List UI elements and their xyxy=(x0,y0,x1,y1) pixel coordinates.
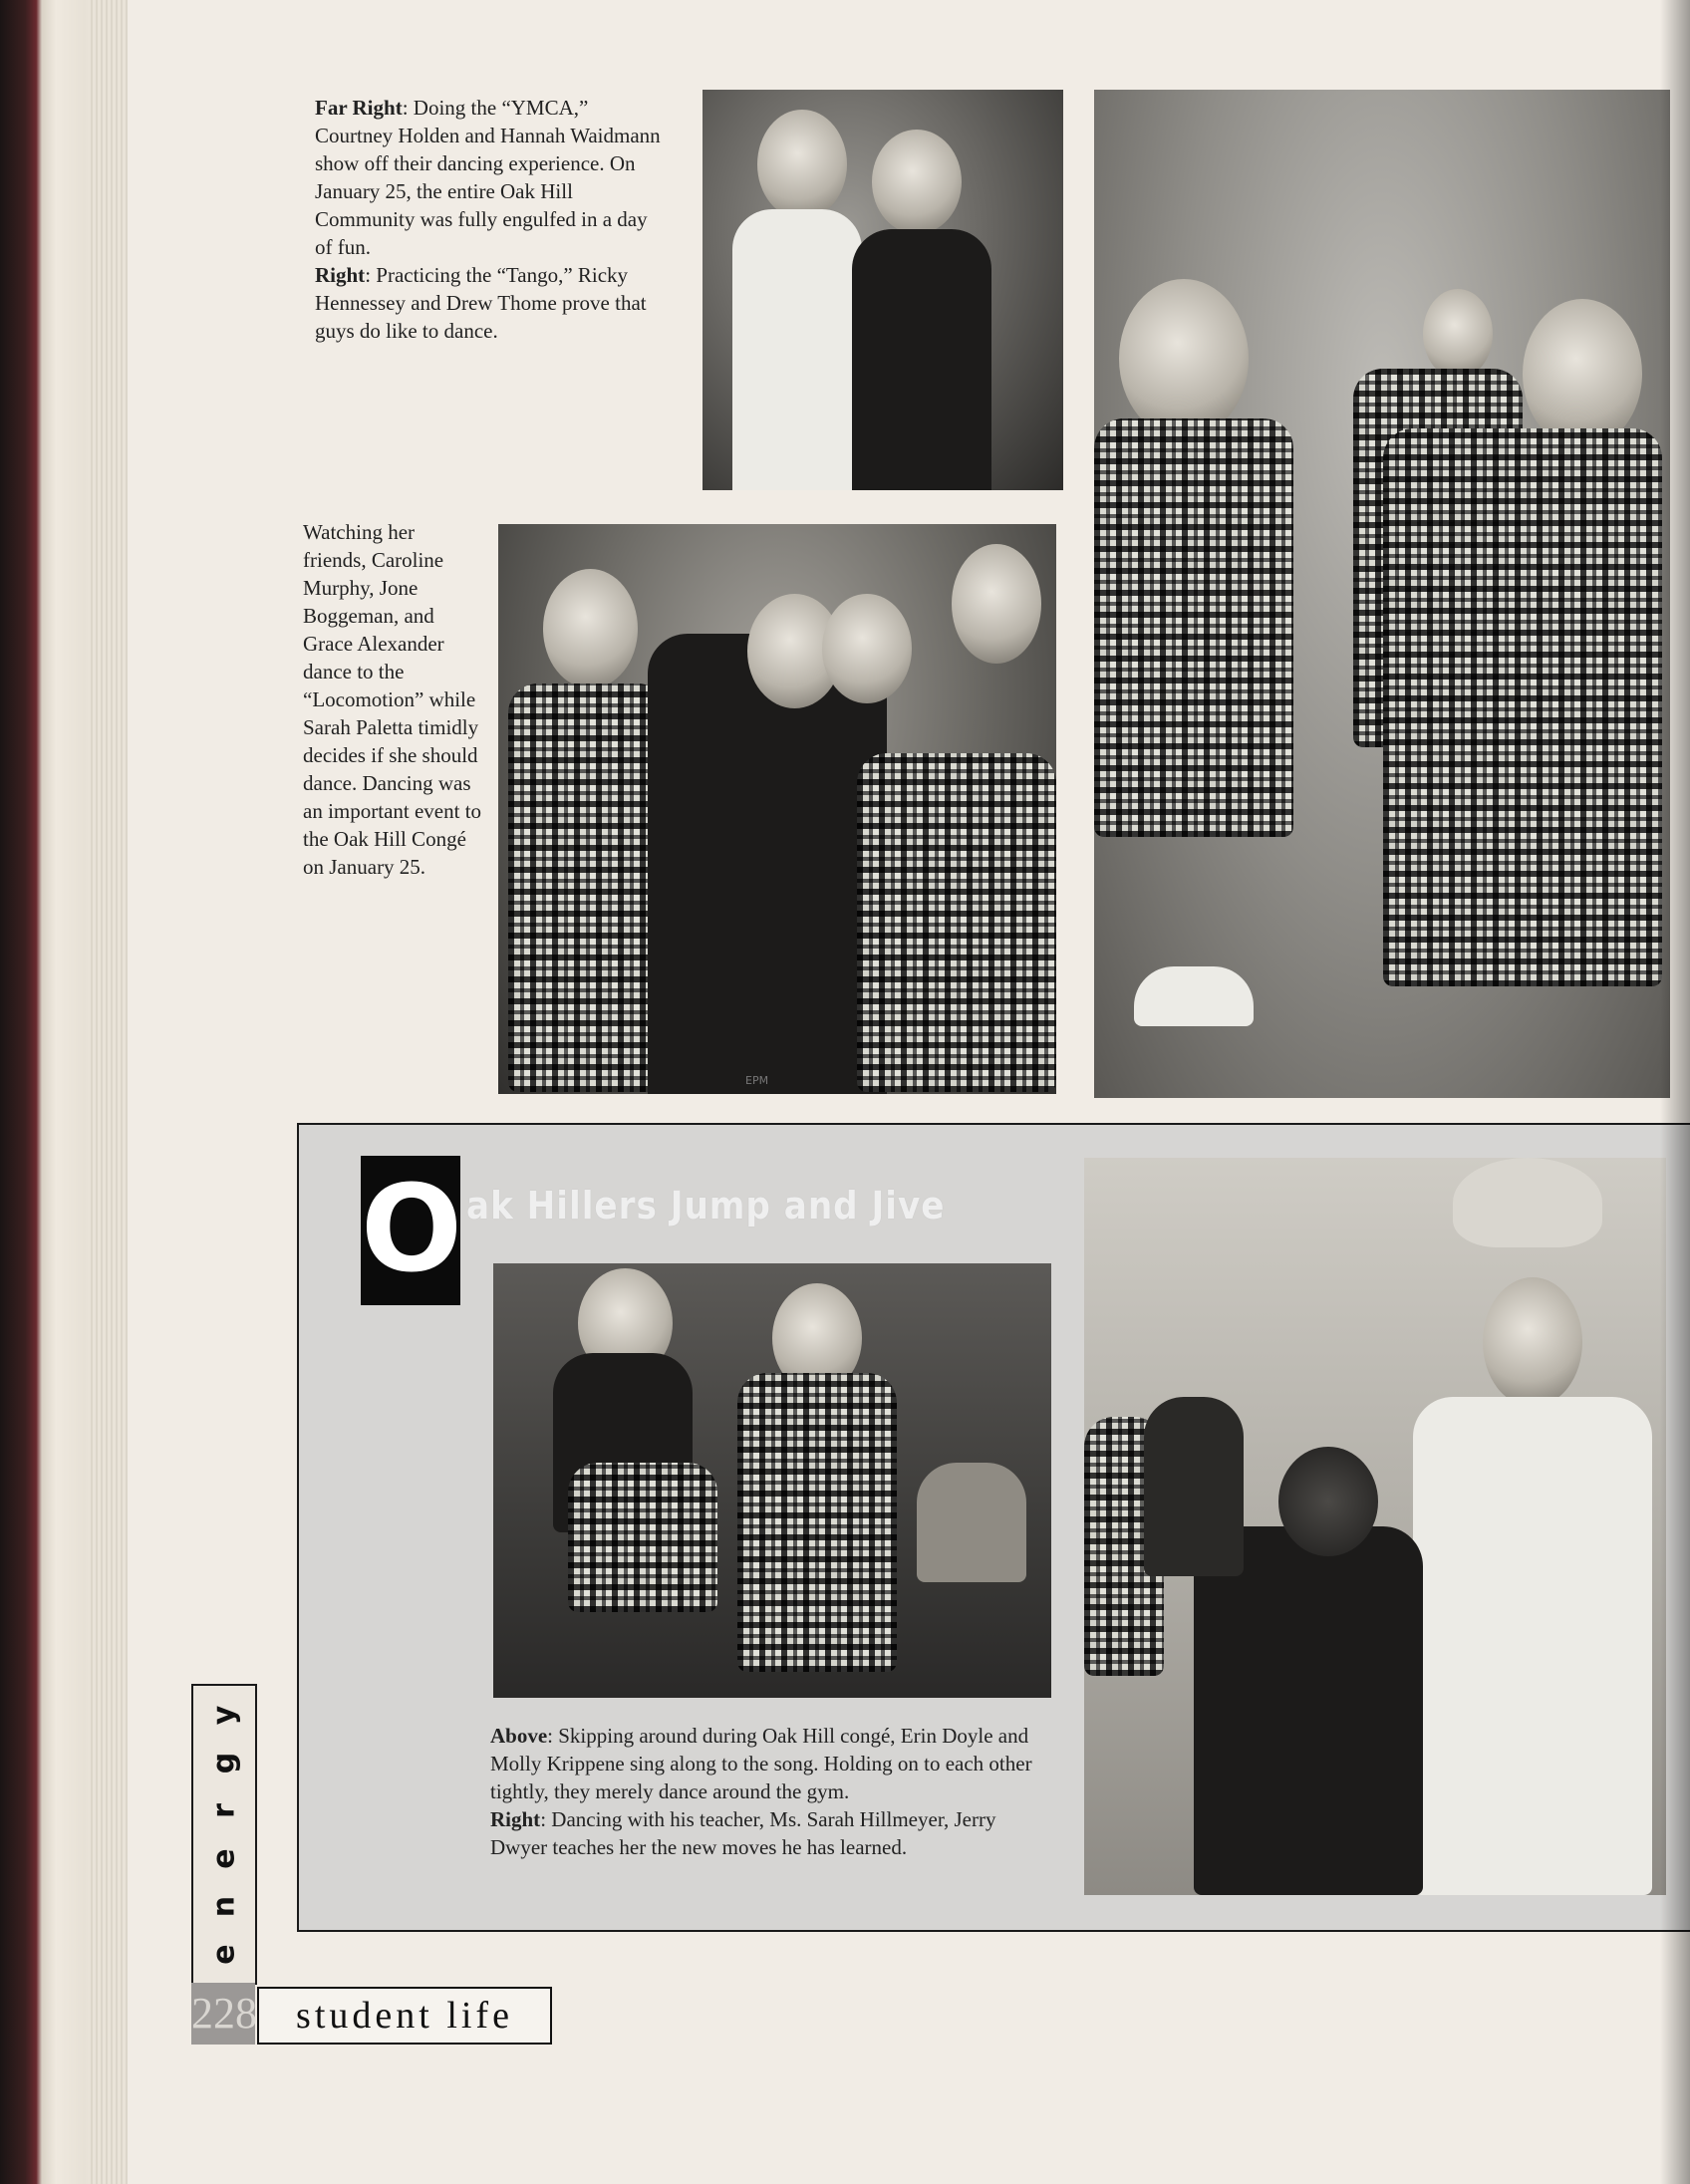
energy-letter-5: g xyxy=(206,1752,242,1774)
caption-top-label-1: Far Right xyxy=(315,96,403,120)
energy-letter-3: e xyxy=(206,1848,242,1869)
caption-middle-text: Watching her friends, Caroline Murphy, Jone Boggeman, and Grace Alexander dance to the “Locomotion” while Sarah Paletta timidly decides if she should dance. Dancing was an important event to the Oak Hill Congé on January 25. xyxy=(303,520,482,879)
caption-middle xyxy=(303,518,482,881)
caption-bottom-text-2: : Dancing with his teacher, Ms. Sarah Hillmeyer, Jerry Dwyer teaches her the new moves he has learned. xyxy=(490,1807,996,1859)
energy-letter-6: y xyxy=(206,1705,242,1726)
energy-letter-2: n xyxy=(206,1895,242,1918)
caption-top-text-2: : Practicing the “Tango,” Ricky Hennessey and Drew Thome prove that guys do like to dance. xyxy=(315,263,647,343)
photo-teacher-dance xyxy=(1084,1158,1666,1895)
page-shadow xyxy=(1660,0,1690,2184)
page-number: 228 xyxy=(191,1983,255,2045)
headline-initial: O xyxy=(361,1156,460,1305)
caption-bottom-text-1: : Skipping around during Oak Hill congé, Erin Doyle and Molly Krippene sing along to the song. Holding on to each other tightly, they merely dance around the gym. xyxy=(490,1724,1032,1803)
energy-tab xyxy=(191,1684,257,1985)
photo-skipping-girls xyxy=(493,1263,1051,1698)
caption-top xyxy=(315,94,670,345)
caption-top-text-1: : Doing the “YMCA,” Courtney Holden and Hannah Waidmann show off their dancing experience. On January 25, the entire Oak Hill Community was fully engulfed in a day of fun. xyxy=(315,96,661,259)
energy-letter-4: r xyxy=(206,1803,242,1818)
photo-credit-mark: EPM xyxy=(745,1074,769,1087)
photo-boys-tango xyxy=(703,90,1063,490)
caption-bottom-label-2: Right xyxy=(490,1807,541,1831)
energy-letter-1: e xyxy=(206,1944,242,1965)
caption-top-label-2: Right xyxy=(315,263,366,287)
caption-bottom xyxy=(490,1722,1048,1861)
photo-locomotion xyxy=(498,524,1056,1094)
photo-ymca-dance xyxy=(1094,90,1670,1098)
section-label: student life xyxy=(257,1987,552,2045)
headline-text: ak Hillers Jump and Jive xyxy=(466,1184,946,1228)
caption-bottom-label-1: Above xyxy=(490,1724,548,1748)
